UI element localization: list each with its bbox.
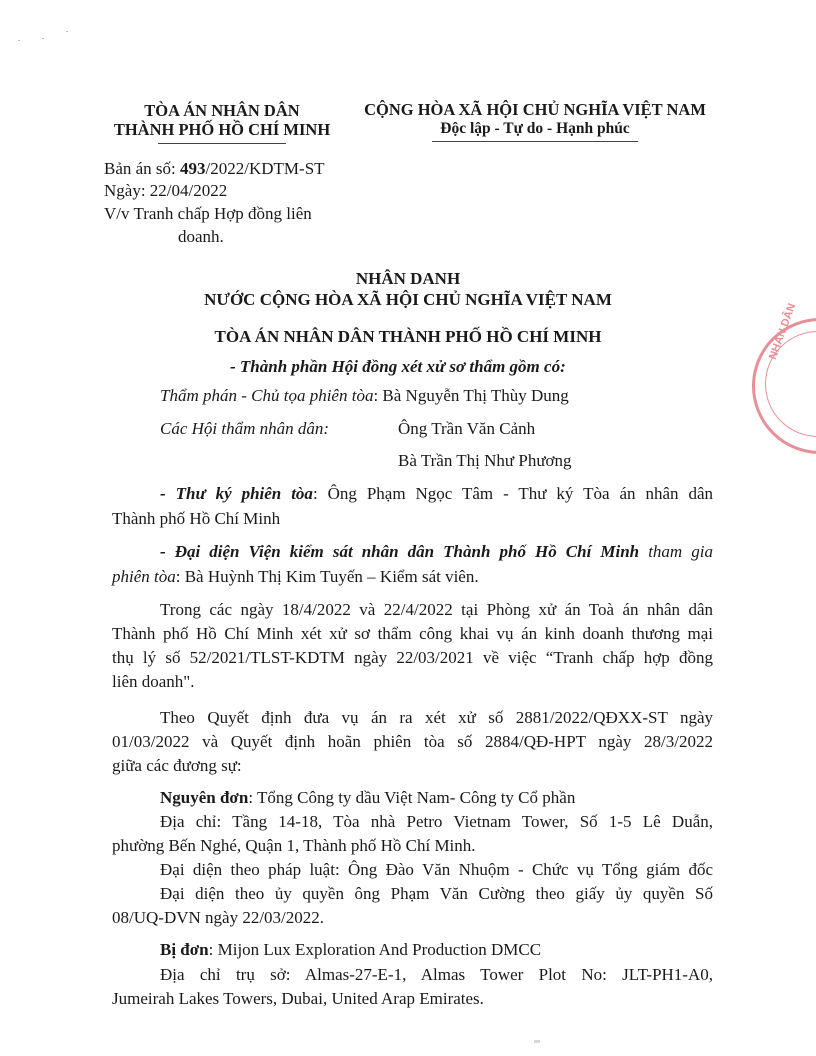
judge-line: Thẩm phán - Chủ tọa phiên tòa: Bà Nguyễn Thị Thùy Dung xyxy=(160,386,569,405)
case-subject-line2: doanh. xyxy=(178,227,224,246)
nation-name: CỘNG HÒA XÃ HỘI CHỦ NGHĨA VIỆT NAM xyxy=(364,100,706,119)
title-court: TÒA ÁN NHÂN DÂN THÀNH PHỐ HỒ CHÍ MINH xyxy=(214,327,602,346)
plaintiff-auth-rep-line1: Đại diện theo ủy quyền ông Phạm Văn Cường theo giấy ủy quyền Số xyxy=(160,884,713,903)
trial-para-line4: liên doanh". xyxy=(112,672,195,687)
assessors-label: Các Hội thẩm nhân dân: xyxy=(160,419,330,438)
court-name-line2: THÀNH PHỐ HỒ CHÍ MINH xyxy=(113,120,331,139)
court-name-line1: TÒA ÁN NHÂN DÂN xyxy=(144,101,300,120)
decision-para-line2: 01/03/2022 và Quyết định hoãn phiên tòa số 2884/QĐ-HPT ngày 28/3/2022 xyxy=(112,732,713,751)
assessor-2: Bà Trần Thị Như Phương xyxy=(398,451,572,470)
motto-underline xyxy=(432,141,638,142)
title-nation: NƯỚC CỘNG HÒA XÃ HỘI CHỦ NGHĨA VIỆT NAM xyxy=(204,290,612,309)
procuracy-line1: - Đại diện Viện kiểm sát nhân dân Thành phố Hồ Chí Minh tham gia xyxy=(160,542,713,561)
trial-para-line3: thụ lý số 52/2021/TLST-KDTM ngày 22/03/2021 về việc “Tranh chấp hợp đồng xyxy=(112,648,713,667)
decision-para-line3: giữa các đương sự: xyxy=(112,756,242,775)
court-underline xyxy=(158,143,286,144)
case-subject-line1: V/v Tranh chấp Hợp đồng liên xyxy=(104,204,312,223)
plaintiff-address-line2: phường Bến Nghé, Quận 1, Thành phố Hồ Chí Minh. xyxy=(112,836,476,855)
defendant-address-line2: Jumeirah Lakes Towers, Dubai, United Arap Emirates. xyxy=(112,989,484,1008)
scan-speck xyxy=(18,40,20,41)
clerk-line1: - Thư ký phiên tòa: Ông Phạm Ngọc Tâm - Thư ký Tòa án nhân dân xyxy=(160,484,713,503)
defendant-address-line1: Địa chỉ trụ sở: Almas-27-E-1, Almas Tower Plot No: JLT-PH1-A0, xyxy=(160,965,713,984)
defendant-line: Bị đơn: Mijon Lux Exploration And Production DMCC xyxy=(160,940,542,959)
clerk-line2: Thành phố Hồ Chí Minh xyxy=(112,509,281,528)
case-date: Ngày: 22/04/2022 xyxy=(104,181,228,200)
trial-para-line2: Thành phố Hồ Chí Minh xét xử sơ thẩm công khai vụ án kinh doanh thương mại xyxy=(112,624,713,643)
court-seal-text: NHÂN DÂN xyxy=(767,301,799,362)
trial-para-line1: Trong các ngày 18/4/2022 và 22/4/2022 tại Phòng xử án Toà án nhân dân xyxy=(160,600,713,619)
plaintiff-address-line1: Địa chỉ: Tầng 14-18, Tòa nhà Petro Vietnam Tower, Số 1-5 Lê Duẫn, xyxy=(160,812,713,831)
panel-heading: - Thành phần Hội đồng xét xử sơ thẩm gồm có: xyxy=(230,357,566,376)
case-number: Bản án số: 493/2022/KDTM-ST xyxy=(104,159,325,178)
scan-speck xyxy=(534,1040,540,1043)
decision-para-line1: Theo Quyết định đưa vụ án ra xét xử số 2881/2022/QĐXX-ST ngày xyxy=(160,708,713,727)
scan-speck xyxy=(66,31,68,32)
plaintiff-line: Nguyên đơn: Tổng Công ty dầu Việt Nam- Công ty Cổ phần xyxy=(160,788,576,807)
nation-motto: Độc lập - Tự do - Hạnh phúc xyxy=(440,120,630,137)
procuracy-line2: phiên tòa: Bà Huỳnh Thị Kim Tuyến – Kiểm sát viên. xyxy=(112,567,479,586)
plaintiff-auth-rep-line2: 08/UQ-DVN ngày 22/03/2022. xyxy=(112,908,325,927)
plaintiff-legal-rep: Đại diện theo pháp luật: Ông Đào Văn Nhuộm - Chức vụ Tổng giám đốc xyxy=(160,860,713,879)
scan-speck xyxy=(42,38,44,39)
assessor-1: Ông Trần Văn Cảnh xyxy=(398,419,536,438)
title-nhan-danh: NHÂN DANH xyxy=(355,269,461,288)
